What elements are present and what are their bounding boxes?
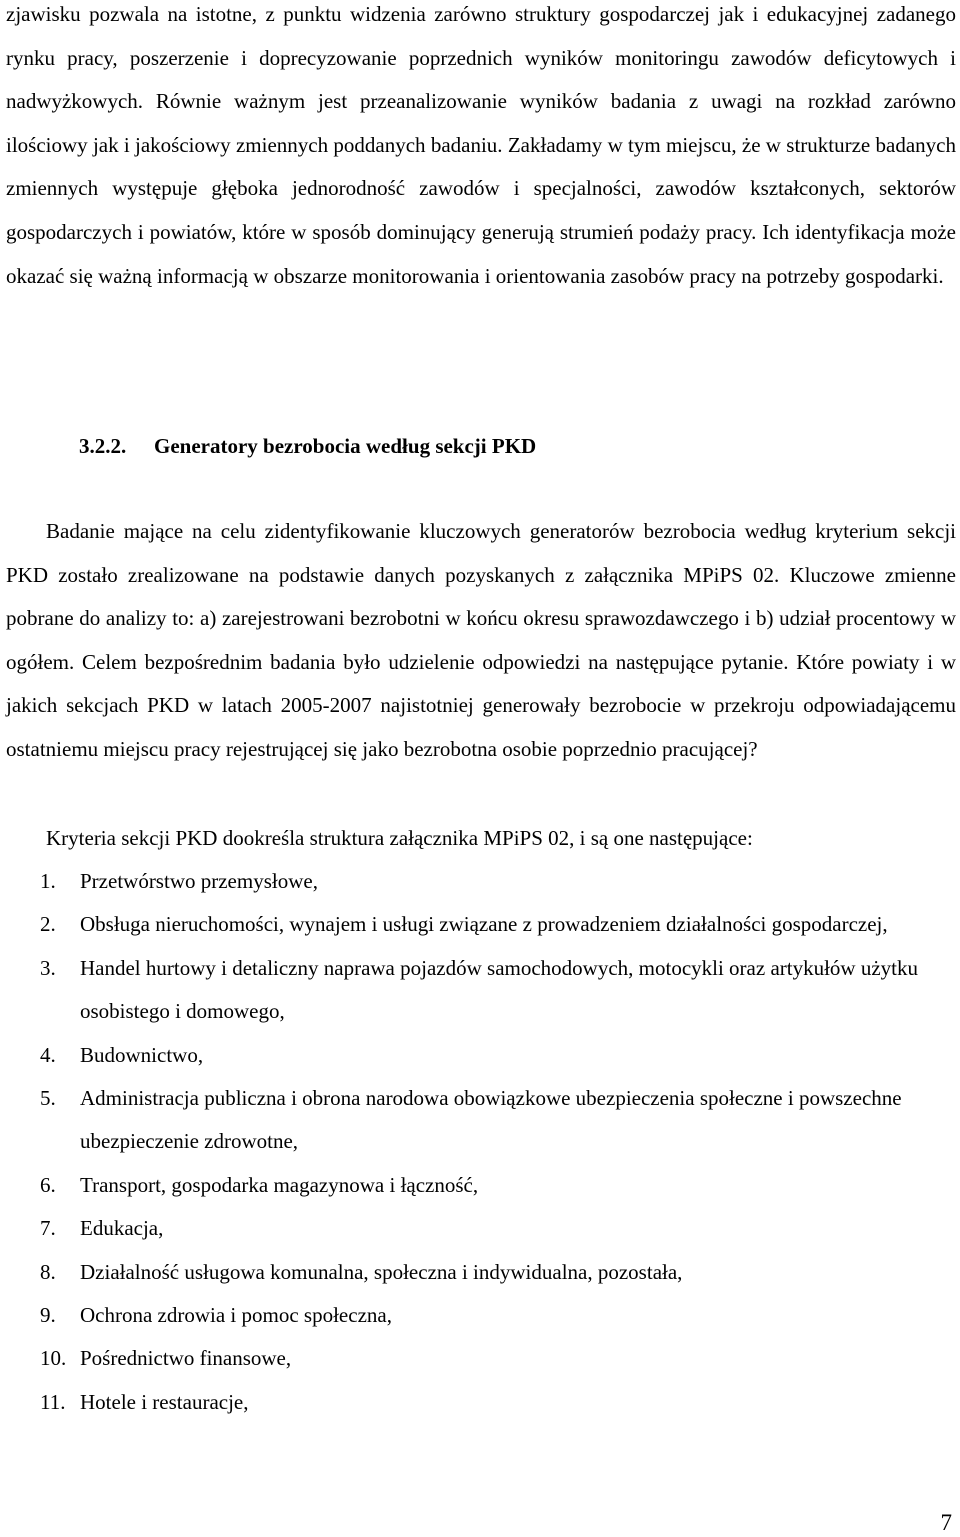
list-item-number: 7. — [40, 1216, 56, 1241]
list-item — [0, 1207, 960, 1250]
list-item — [0, 1164, 960, 1207]
list-item-text: Hotele i restauracje, — [80, 1389, 249, 1414]
list-item — [0, 903, 960, 946]
list-item — [0, 1337, 960, 1380]
body-paragraph-2: Badanie mające na celu zidentyfikowanie kluczowych generatorów bezrobocia według kryterium sekcji PKD zostało zrealizowane na podstawie danych pozyskanych z załącznika MPiPS 02. Kluczowe zmienne pobrane do analizy to: a) zarejestrowani bezrobotni w końcu okresu sprawozdawczego i b) udział procentowy w ogółem. Celem bezpośrednim badania było udzielenie odpowiedzi na następujące pytanie. Które powiaty i w jakich sekcjach PKD w latach 2005-2007 najistotniej generowały bezrobocie w przekroju odpowiadającemu ostatniemu miejscu pracy rejestrującej się jako bezrobotna osobie poprzednio pracującej? — [6, 519, 956, 761]
list-item-number: 5. — [40, 1086, 56, 1111]
list-item-number: 2. — [40, 912, 56, 937]
list-item — [0, 1294, 960, 1337]
section-heading — [79, 432, 536, 460]
list-item — [0, 1381, 960, 1424]
list-item — [0, 947, 960, 1034]
list-item-number: 9. — [40, 1303, 56, 1328]
list-item-number: 1. — [40, 869, 56, 893]
section-number: 3.2.2. — [79, 434, 127, 458]
list-item-text: Działalność usługowa komunalna, społeczna i indywidualna, pozostała, — [80, 1259, 683, 1284]
list-item-text: Obsługa nieruchomości, wynajem i usługi związane z prowadzeniem działalności gospodarczej, — [80, 912, 888, 937]
list-item-number: 8. — [40, 1259, 56, 1284]
body-paragraph-1: zjawisku pozwala na istotne, z punktu widzenia zarówno struktury gospodarczej jak i edukacyjnej zadanego rynku pracy, poszerzenie i doprecyzowanie poprzednich wyników monitoringu zawodów deficytowych i nadwyżkowych. Równie ważnym jest przeanalizowanie wyników badania z uwagi na rozkład zarówno ilościowy jak i jakościowy zmiennych poddanych badaniu. Zakładamy w tym miejscu, że w strukturze badanych zmiennych występuje głęboka jednorodność zawodów i specjalności, zawodów kształconych, sektorów gospodarczych i powiatów, które w sposób dominujący generują strumień podaży pracy. Ich identyfikacja może okazać się ważną informacją w obszarze monitorowania i orientowania zasobów pracy na potrzeby gospodarki. — [6, 2, 956, 288]
list-item-text: Handel hurtowy i detaliczny naprawa pojazdów samochodowych, motocykli oraz artykułów użytku osobistego i domowego, — [80, 955, 919, 1024]
page-number: 7 — [940, 1510, 952, 1535]
list-item-text: Przetwórstwo przemysłowe, — [80, 869, 318, 893]
list-item-text: Budownictwo, — [80, 1042, 204, 1067]
list-item-number: 11. — [40, 1389, 66, 1414]
list-item — [0, 860, 960, 903]
list-item — [0, 1077, 960, 1164]
list-item-number: 3. — [40, 955, 56, 980]
list-intro: Kryteria sekcji PKD dookreśla struktura załącznika MPiPS 02, i są one następujące: — [46, 826, 753, 850]
list-item-text: Pośrednictwo finansowe, — [80, 1346, 292, 1371]
list-item-text: Administracja publiczna i obrona narodowa obowiązkowe ubezpieczenia społeczne i powszechne ubezpieczenie zdrowotne, — [80, 1086, 902, 1154]
list-item-text: Transport, gospodarka magazynowa i łączność, — [80, 1172, 479, 1197]
list-item-text: Ochrona zdrowia i pomoc społeczna, — [80, 1303, 392, 1328]
list-item — [0, 1034, 960, 1077]
section-title: Generatory bezrobocia według sekcji PKD — [154, 434, 537, 458]
list-item-number: 10. — [40, 1346, 67, 1371]
list-item-text: Edukacja, — [80, 1216, 164, 1241]
list-item-number: 6. — [40, 1172, 56, 1197]
list-item — [0, 1251, 960, 1294]
pkd-sections-list — [0, 860, 960, 1424]
list-item-number: 4. — [40, 1042, 56, 1067]
